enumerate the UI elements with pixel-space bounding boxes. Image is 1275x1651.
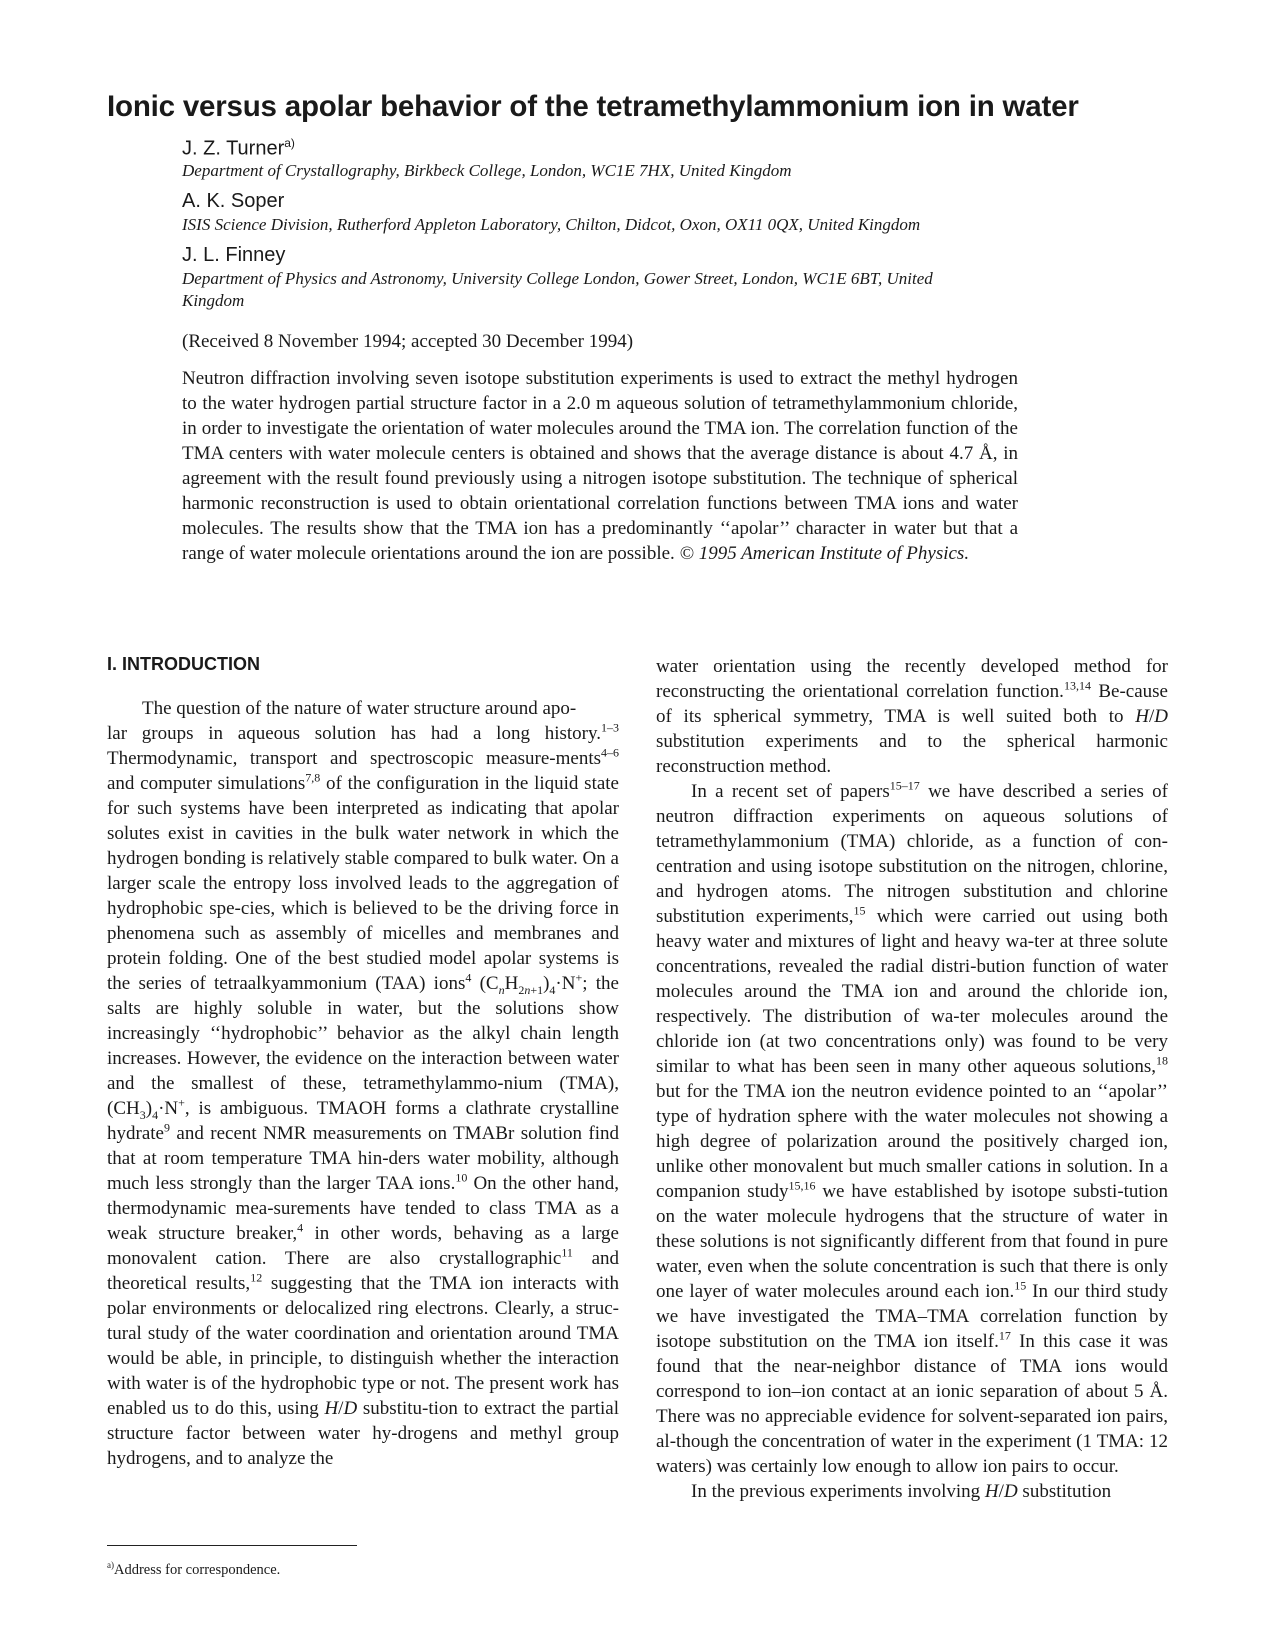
author-name: J. Z. Turner xyxy=(182,137,285,160)
section-heading: I. INTRODUCTION xyxy=(107,654,260,674)
footnote-mark: a) xyxy=(107,1560,114,1570)
author-1 xyxy=(182,136,295,161)
footnote-divider xyxy=(107,1545,357,1546)
author-2 xyxy=(182,190,284,213)
abstract-text: Neutron diffraction involving seven isotope substitution experiments is used to extract the methyl hydrogen to the water hydrogen partial structure factor in a 2.0 m aqueous solution of tetramethylammonium chloride, in order to investigate the orientation of water molecules around the TMA ion. The correlation function of the TMA centers with water molecule centers is obtained and shows that the average distance is about 4.7 Å, in agreement with the result found previously using a nitrogen isotope substitution. The technique of spherical harmonic reconstruction is used to obtain orientational correlation functions between TMA ions and water molecules. The results show that the TMA ion has a predominantly ‘‘apolar’’ character in water but that a range of water molecule orientations around the ion are possible. xyxy=(182,368,1018,564)
author-1-affiliation: Department of Crystallography, Birkbeck College, London, WC1E 7HX, United Kingdom xyxy=(182,161,792,180)
author-name: J. L. Finney xyxy=(182,244,286,266)
abstract-copyright: © 1995 American Institute of Physics. xyxy=(679,543,970,564)
footnote xyxy=(107,1560,280,1579)
body-paragraph: In the previous experiments involving H/D substitution xyxy=(691,1481,1112,1502)
received-dates: (Received 8 November 1994; accepted 30 December 1994) xyxy=(182,331,634,352)
author-name: A. K. Soper xyxy=(182,190,285,212)
author-footnote-mark: a) xyxy=(284,136,295,150)
body-paragraph: The question of the nature of water structure around apo- lar groups in aqueous solution has had a long history.$^{1-3}$ Thermodynamic, transport and spectroscopic measure-ments$^{4-6}$ and computer simulations$^{7,8}$ of the configuration in the liquid state for such systems have been interpreted as indicating that apolar solutes exist in cavities in the bulk water network in which the hydrogen bonding is relatively stable compared to bulk water. On a larger scale the entropy loss involved leads to the aggregation of hydrophobic spe-cies, which is believed to be the driving force in phenomena such as assembly of micelles and membranes and protein folding. One of the best studied model apolar systems is the series of tetraalkyammonium (TAA) ions$^4$ $(C_nH_{2n+1})_4\cdot N^+$; the salts are highly soluble in water, but the solutions show increasingly ‘‘hydrophobic’’ behavior as the alkyl chain length increases. However, the evidence on the interaction between water and the smallest of these, tetramethylammo-nium (TMA), $(CH_3)_4\cdot N^+$, is ambiguous. TMAOH forms a clathrate crystalline hydrate$^9$ and recent NMR measurements on TMABr solution find that at room temperature TMA hin-ders water mobility, although much less strongly than the larger TAA ions.$^{10}$ On the other hand, thermodynamic mea-surements have tended to class TMA as a weak structure breaker,$^4$ in other words, behaving as a large monovalent cation. There are also crystallographic$^{11}$ and theoretical results,$^{12}$ suggesting that the TMA ion interacts with polar environments or delocalized ring electrons. Clearly, a struc-tural study of the water coordination and orientation around TMA would be able, in principle, to distinguish whether the interaction with water is of the hydrophobic type or not. The present work has enabled us to do this, using H/D substitu-tion to extract the partial structure factor between water hy-drogens and methyl group hydrogens, and to analyze the xyxy=(107,698,620,1469)
body-column-right xyxy=(656,654,1168,1504)
paper-title: Ionic versus apolar behavior of the tetramethylammonium ion in water xyxy=(107,90,1079,123)
body-paragraph: In a recent set of papers$^{15-17}$ we have described a series of neutron diffraction experiments on aqueous solutions of tetramethylammonium (TMA) chloride, as a function of con-centration and using isotope substitution on the nitrogen, chlorine, and hydrogen atoms. The nitrogen substitution and chlorine substitution experiments,$^{15}$ which were carried out using both heavy water and mixtures of light and heavy wa-ter at three solute concentrations, revealed the radial distri-bution function of water molecules around the TMA ion and around the chloride ion, respectively. The distribution of wa-ter molecules around the chloride ion (at two concentrations only) was found to be very similar to what has been seen in many other aqueous solutions,$^{18}$ but for the TMA ion the neutron evidence pointed to an ‘‘apolar’’ type of hydration sphere with the water molecules not showing a high degree of polarization around the positively charged ion, unlike other monovalent but much smaller cations in solution. In a companion study$^{15,16}$ we have established by isotope substi-tution on the water molecule hydrogens that the structure of water in these solutions is not significantly different from that found in pure water, even when the solute concentration is such that there is only one layer of water molecules around each ion.$^{15}$ In our third study we have investigated the TMA–TMA correlation function by isotope substitution on the TMA ion itself.$^{17}$ In this case it was found that the near-neighbor distance of TMA ions would correspond to ion–ion contact at an ionic separation of about 5 Å. There was no appreciable evidence for solvent-separated ion pairs, al-though the concentration of water in the experiment (1 TMA: 12 waters) was certainly low enough to allow ion pairs to occur. xyxy=(656,778,1169,1477)
author-3-affiliation: Department of Physics and Astronomy, University College London, Gower Street, London, WC1E 6BT, United Kingdom xyxy=(182,269,933,310)
footnote-text: Address for correspondence. xyxy=(114,1561,281,1578)
abstract xyxy=(182,366,1018,566)
body-paragraph: water orientation using the recently developed method for reconstructing the orientational correlation function.$^{13,14}$ Be-cause of its spherical symmetry, TMA is well suited both to H/D substitution experiments and to the spherical harmonic reconstruction method. xyxy=(656,656,1168,777)
author-3 xyxy=(182,244,285,267)
body-column-left xyxy=(107,696,619,1471)
author-2-affiliation: ISIS Science Division, Rutherford Appleton Laboratory, Chilton, Didcot, Oxon, OX11 0QX, United Kingdom xyxy=(182,215,921,234)
